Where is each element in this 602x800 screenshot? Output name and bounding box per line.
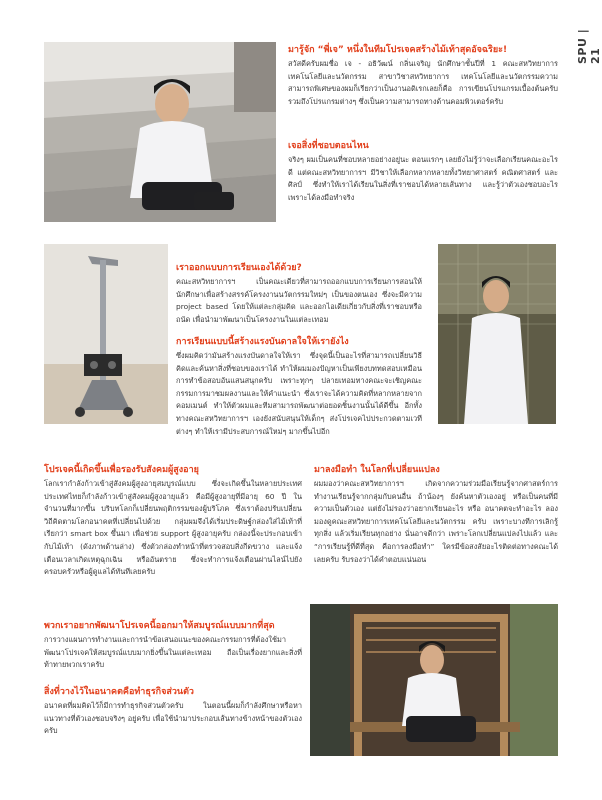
- student-pavilion-photo: [310, 604, 558, 756]
- elderly-heading: โปรเจคนี้เกิดขึ้นเพื่อรองรับสังคมผู้สูงอายุ: [44, 465, 199, 475]
- develop-body: การวางแผนการทำงานและการนำข้อเสนอแนะของคณะกรรมการที่ต้องใช้มาพัฒนาโปรเจคให้สมบูรณ์แบบมากยิ่งขึ้นในแต่ละเทอม ถือเป็นเรื่องยากและสิ่งที่ท้าทายพวกเราครับ: [44, 635, 302, 670]
- elderly-body: โลกเรากำลังก้าวเข้าสู่สังคมผู้สูงอายุสมบูรณ์แบบ ซึ่งจะเกิดขึ้นในหลายประเทศ ประเทศไทยก็กำลังก้าวเข้าสู่สังคมผู้สูงอายุแล้ว คือมีผู้สูงอายุที่มีอายุ 60 ปี ในจำนวนที่มากขึ้น บริบทโลกก็เปลี่ยนพฤติกรรมของผู้บริโภค ซึ่งเราต้องปรับเปลี่ยนวิถีคิดตามโลกอนาคตที่เปลี่ยนไปด้วย กลุ่มผมจึงได้เริ่มประดิษฐ์กล่องใส่ไม้เท้าที่เรียกว่า smart box ขึ้นมา เพื่อช่วย support ผู้สูงอายุครับ กล่องนี้จะประกอบเข้ากับไม้เท้า (ดังภาพด้านล่าง) ซึ่งตัวกล่องทำหน้าที่ตรวจสอบสิ่งกีดขวาง และแจ้งเตือนเวลาเกิดเหตุฉุกเฉิน หรืออันตราย ซึ่งจะทำการแจ้งเตือนผ่านไลน์ไปยังครอบครัวหรือผู้ดูแลได้ทันทีเลยครับ: [44, 479, 302, 577]
- design-body: คณะสหวิทยาการฯ เป็นคณะเดียวที่สามารถออกแบบการเรียนการสอนให้นักศึกษาเพื่อสร้างสรรค์โครงงานนวัตกรรมใหม่ๆ เป็นของตนเอง ซึ่งจะมีความ project based โดยให้แต่ละกลุ่มคิด และออกไอเดียเกี่ยวกับสิ่งที่เราชอบหรือถนัด เพื่อนำมาพัฒนาเป็นโครงงานในแต่ละเทอม: [176, 277, 422, 324]
- future-heading: สิ่งที่วางไว้ในอนาคตคือทำธุรกิจส่วนตัว: [44, 687, 194, 697]
- change-heading: มาลงมือทำ ในโลกที่เปลี่ยนแปลง: [314, 465, 440, 475]
- change-body: ผมมองว่าคณะสหวิทยาการฯ เกิดจากความร่วมมือเรียนรู้จากศาสตร์การทำงานเรียนรู้จากกลุ่มกับคนอื่น ถ้าน้องๆ ยังค้นหาตัวเองอยู่ หรือเป็นคนที่มีความเป็นตัวเอง แต่ยังไม่รองว่าอยากเรียนอะไร หรือ อนาคตจะทำอะไร ลองมองดูคณะสหวิทยาการเทคโนโลยีและนวัตกรรม ครับ เพราะบางทีการเลิกรู้ทุกสิ่ง แล้วเริ่มเรียนทุกอย่าง นั่นอาจดีกว่า เพราะโลกเปลี่ยนแปลงไปแล้ว และ “การเรียนรู้ที่ดีที่สุด คือการลงมือทำ” ใครมีข้อสงสัยอะไรติดต่อทางคณะได้เลยครับ รับรองว่าได้คำตอบแน่นอน: [314, 479, 558, 564]
- develop-heading: พวกเราอยากพัฒนาโปรเจคนี้ออกมาให้สมบูรณ์แบบมากที่สุด: [44, 621, 275, 631]
- future-body: อนาคตที่ผมคิดไว้ก็มีการทำธุรกิจส่วนตัวครับ ในตอนนี้ผมก็กำลังศึกษาหรือหาแนวทางที่ตัวเองชอบจริงๆ อยู่ครับ เพื่อใช้นำมาประกอบเส้นทางข้างหน้าของตัวเองครับ: [44, 701, 302, 736]
- smart-cane-photo: [44, 244, 168, 424]
- student-seated-steps-photo: [44, 42, 276, 222]
- inspire-heading: การเรียนแบบนี้สร้างแรงบันดาลใจให้เรายังไง: [176, 337, 349, 347]
- page-number: SPU | 21: [576, 28, 602, 64]
- intro-body: สวัสดีครับผมชื่อ เจ - อธิวัฒน์ กลิ่นเจริญ นักศึกษาชั้นปีที่ 1 คณะสหวิทยาการเทคโนโลยีและนวัตกรรม สาขาวิชาสหวิทยาการ เทคโนโลยีและนวัตกรรมความสามารถพิเศษของผมก็เรียกว่าเป็นงานอดิเรกเลยก็คือ การเขียนโปรแกรมเบื้องต้นครับ รวมถึงโปรแกรมต่างๆ ซึ่งเป็นความสามารถทางด้านคอมพิวเตอร์ครับ: [288, 59, 558, 106]
- inspire-body: ซึ่งผมคิดว่ามันสร้างแรงบันดาลใจให้เรา ซึ่งจุดนี้เป็นอะไรที่สามารถเปลี่ยนวิธีคิดและค้นหาสิ่งที่ชอบของเราได้ ทำให้ผมมองปัญหาเป็นเพียงบททดสอบเหมือนการทำข้อสอบอันแสนสนุกครับ เพราะทุกๆ ปลายเทอมทางคณะจะเชิญคณะกรรมการมาชมผลงานและให้คำแนะนำ ซึ่งเราจะได้ความคิดที่หลากหลายจากคอมเมนต์ ทำให้ตัวผมและทีมสามารถพัฒนาต่อยอดชิ้นงานนั้นได้ดีขึ้น อีกทั้งทางคณะสหวิทยาการฯ เองยังสนับสนุนให้เด็กๆ ส่งโปรเจคไปประกวดตามเวทีต่างๆ ทำให้เรามีประสบการณ์ใหม่ๆ มากขึ้นไปอีก: [176, 351, 422, 436]
- intro-heading: มารู้จัก “พี่เจ” หนึ่งในทีมโปรเจคสร้างไม้เท้าสุดอัจฉริยะ!: [288, 45, 508, 55]
- student-standing-photo: [438, 244, 556, 424]
- like-body: จริงๆ ผมเป็นคนที่ชอบหลายอย่างอยู่นะ ตอนแรกๆ เลยยังไม่รู้ว่าจะเลือกเรียนคณะอะไรดี แต่คณะสหวิทยาการฯ มีวิชาให้เลือกหลากหลายทั้งวิทยาศาสตร์ คณิตศาสตร์ และศิลป์ ซึ่งทำให้เราได้เรียนในสิ่งที่เราชอบได้หลายเส้นทาง และรู้ว่าตัวเองชอบอะไร เพราะได้ลงมือทำจริง: [288, 155, 558, 202]
- design-heading: เราออกแบบการเรียนเองได้ด้วย?: [176, 263, 302, 273]
- like-heading: เจอสิ่งที่ชอบตอนไหน: [288, 141, 369, 151]
